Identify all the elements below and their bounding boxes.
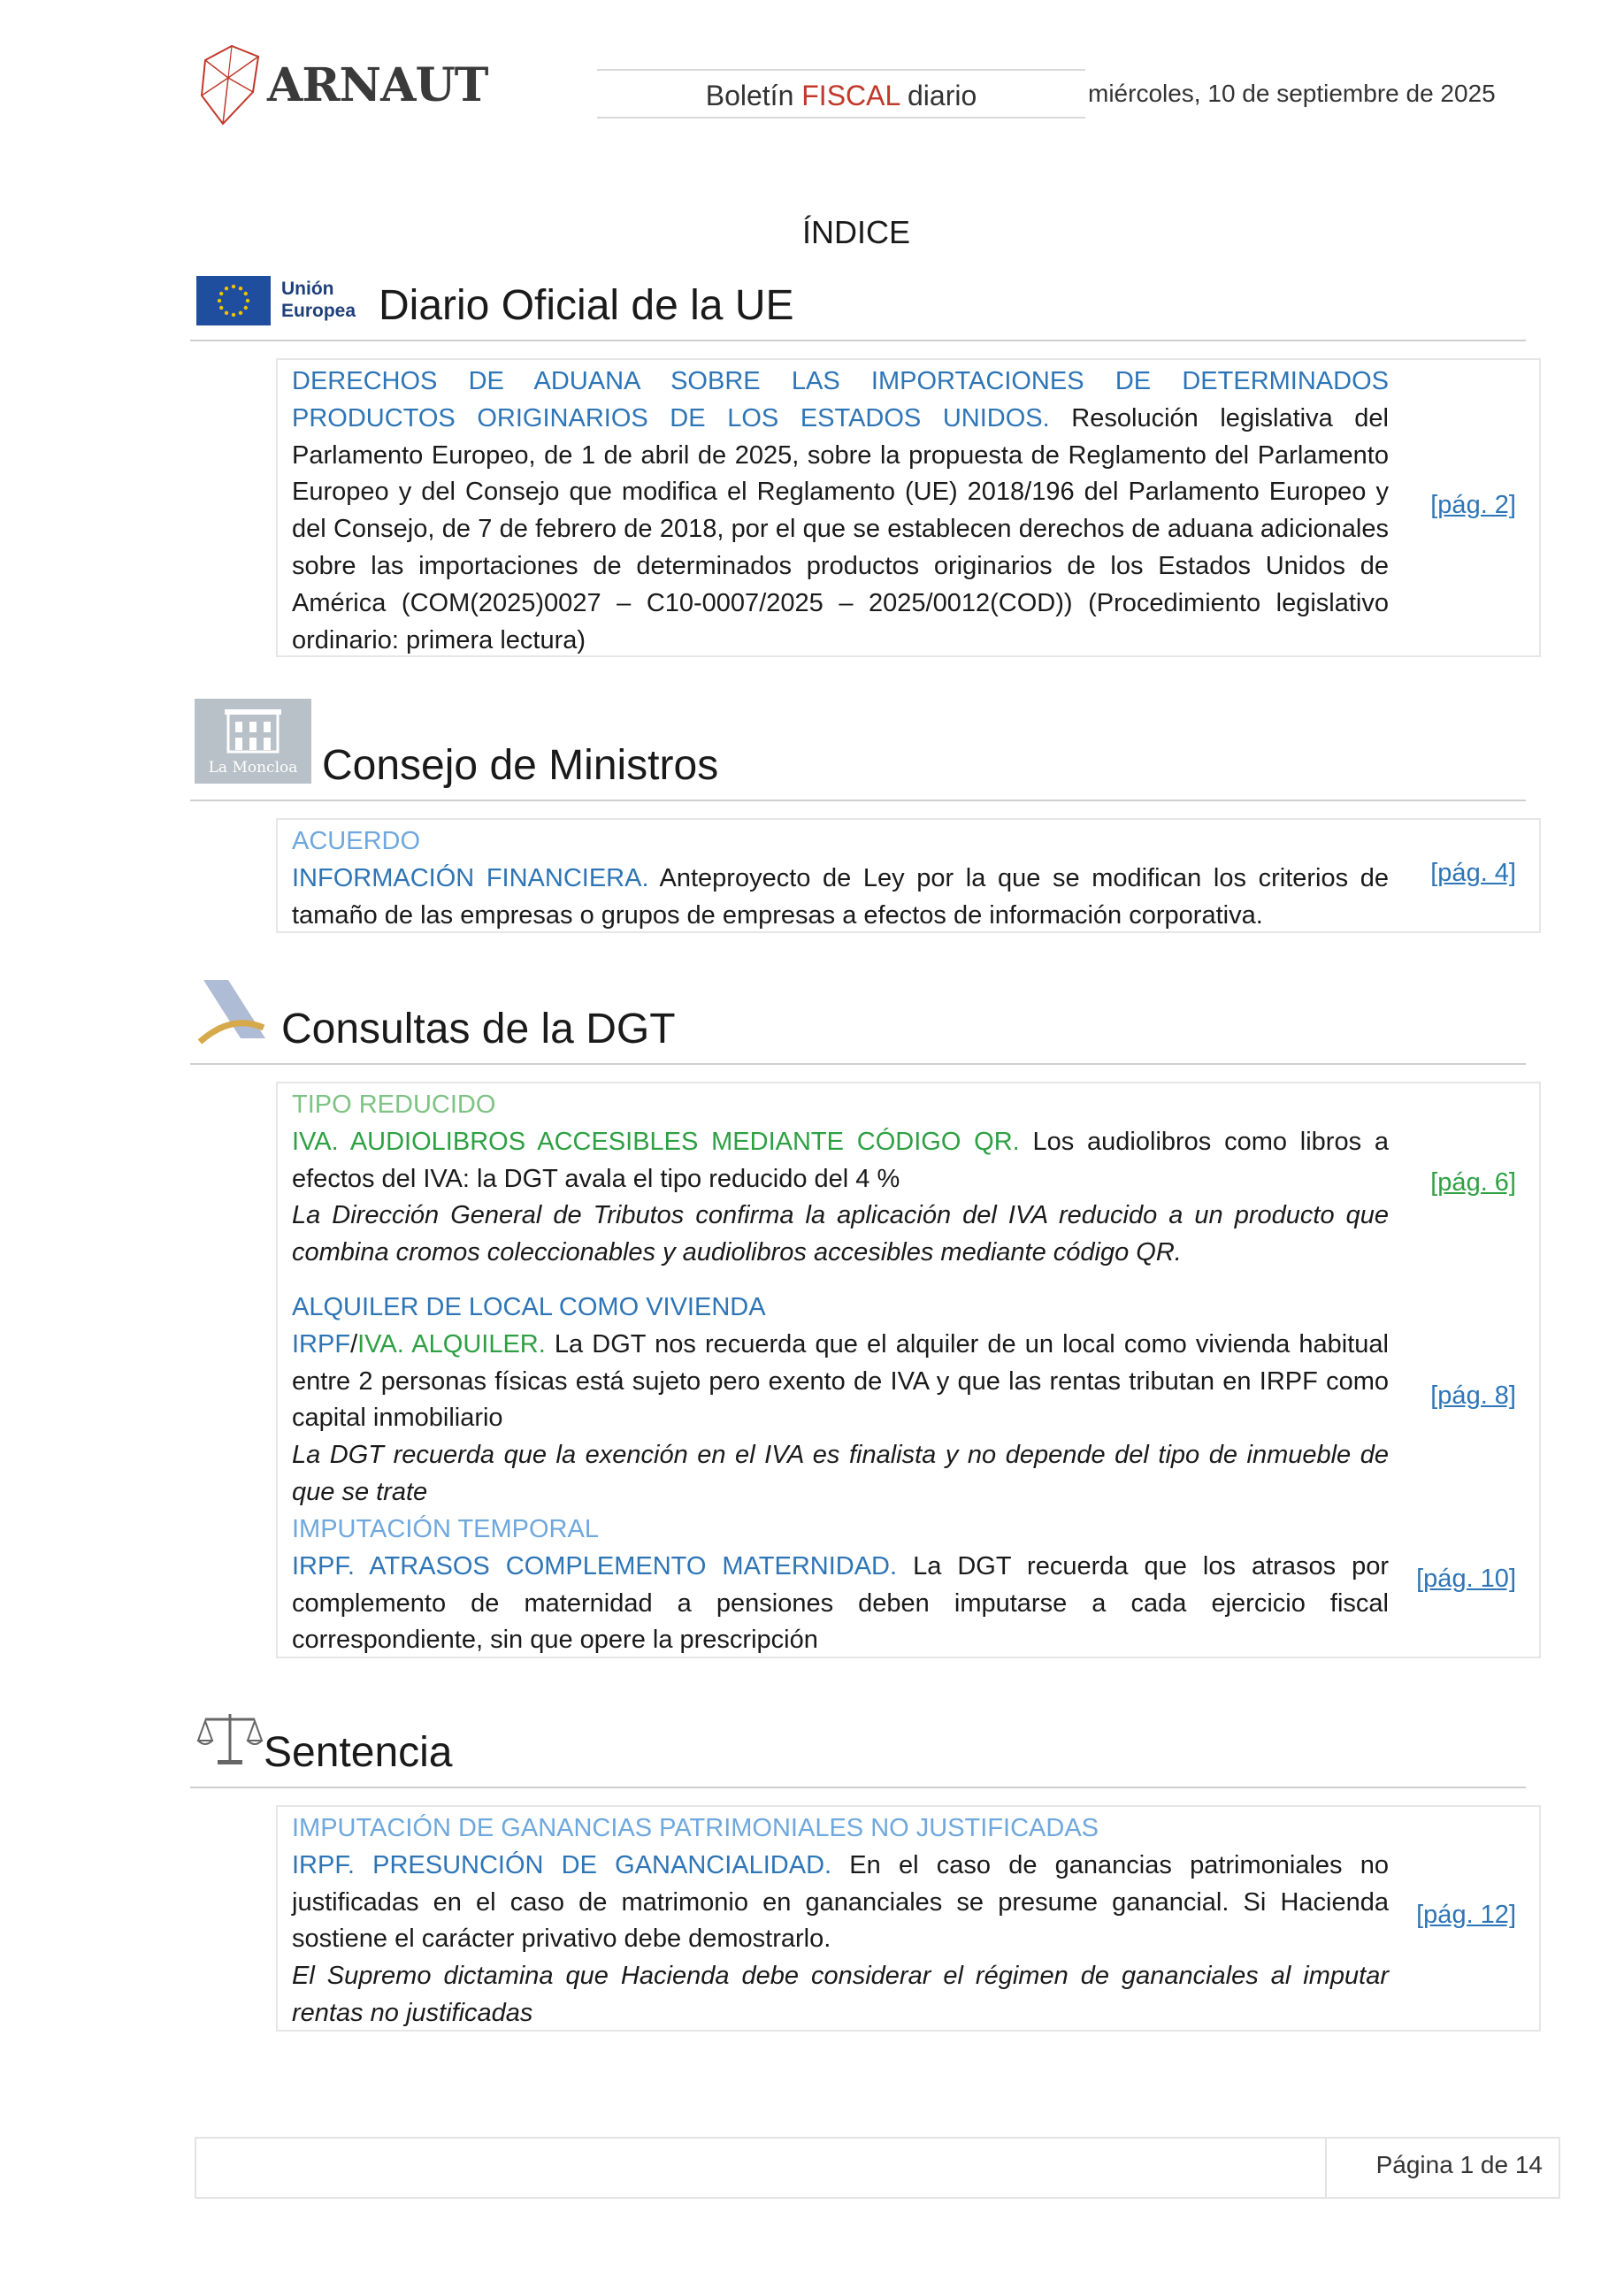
entry-ue-headline: DERECHOS DE ADUANA SOBRE LAS IMPORTACIONES DE DETERMINADOS PRODUCTOS ORIGINARIOS DE LOS ESTADOS UNIDOS.	[292, 367, 1389, 432]
entry-dgt-maternity	[292, 1512, 1389, 1659]
section-eu-logo	[196, 276, 364, 325]
section-rule-dgt	[190, 1063, 1526, 1065]
bulletin-date: miércoles, 10 de septiembre de 2025	[1088, 80, 1496, 107]
entry-cm-headline: INFORMACIÓN FINANCIERA.	[292, 863, 649, 892]
bulletin-title: Boletín FISCAL diario	[705, 80, 977, 111]
entry-sent-body: En el caso de ganancias patrimoniales no justificadas en el caso de matrimonio en gananciales se presume ganancial. Si Hacienda sostiene el carácter privativo debe demostrarlo.	[292, 1850, 1389, 1954]
entry-ue-body: Resolución legislativa del Parlamento Europeo, de 1 de abril de 2025, sobre la propuesta de Reglamento del Parlamento Europeo y del Consejo que modifica el Reglamento (UE) 2018/196 del Parlamento Europeo y del Consejo, de 7 de febrero de 2018, por el que se establecen derechos de aduana adicionales sobre las importaciones de determinados productos originarios de los Estados Unidos de América (COM(2025)0027 – C10-0007/2025 – 2025/0012(COD)) (Procedimiento legislativo ordinario: primera lectura)	[292, 403, 1390, 654]
entry-box-cm	[276, 818, 1541, 933]
entry-dgt1-body: Los audiolibros como libros a efectos del IVA: la DGT avala el tipo reducido del 4 %	[292, 1127, 1389, 1193]
entry-dgt2-headline-irpf: IRPF	[292, 1329, 351, 1358]
eu-logo-line2: Europea	[281, 301, 356, 321]
entry-dgt2-body: La DGT nos recuerda que el alquiler de un local como vivienda habitual entre 2 personas físicas está sujeto pero exento de IVA y que las rentas tributan en IRPF como capital inmobiliario	[292, 1329, 1389, 1433]
section-rule-cm	[190, 800, 1526, 801]
page-link-10[interactable]: [pág. 10]	[1416, 1565, 1516, 1593]
entry-dgt-audiobooks	[292, 1087, 1389, 1272]
entry-cm-category: ACUERDO	[292, 827, 421, 855]
agencia-tributaria-icon	[196, 976, 271, 1045]
section-title-cm: Consejo de Ministros	[322, 742, 719, 789]
page-link-8[interactable]: [pág. 8]	[1430, 1381, 1516, 1410]
entry-dgt2-category: ALQUILER DE LOCAL COMO VIVIENDA	[292, 1293, 766, 1321]
footer-divider	[1325, 2139, 1327, 2197]
brand-name: ARNAUT	[267, 58, 488, 112]
page-link-2[interactable]: [pág. 2]	[1430, 491, 1516, 519]
section-title-dgt: Consultas de la DGT	[281, 1006, 676, 1052]
page-link-12[interactable]: [pág. 12]	[1416, 1901, 1516, 1929]
entry-cm-body: Anteproyecto de Ley por la que se modifican los criterios de tamaño de las empresas o grupos de empresas a efectos de información corporativa.	[292, 863, 1389, 930]
section-title-ue: Diario Oficial de la UE	[379, 282, 794, 329]
page-link-4[interactable]: [pág. 4]	[1430, 859, 1516, 887]
page-number: Página 1 de 14	[1375, 2151, 1543, 2178]
entry-dgt2-headline-sep: /	[350, 1329, 358, 1358]
entry-dgt1-headline: IVA. AUDIOLIBROS ACCESIBLES MEDIANTE CÓDIGO QR.	[292, 1127, 1020, 1156]
eu-logo-line1: Unión	[281, 279, 334, 299]
entry-dgt1-category: TIPO REDUCIDO	[292, 1091, 496, 1119]
entry-dgt3-category: IMPUTACIÓN TEMPORAL	[292, 1515, 599, 1543]
bulletin-title-box	[597, 69, 1085, 119]
entry-sent-summary: El Supremo dictamina que Hacienda debe considerar el régimen de gananciales al imputar rentas no justificadas	[292, 1962, 1389, 2027]
entry-box-dgt	[276, 1082, 1541, 1658]
entry-dgt2-summary: La DGT recuerda que la exención en el IVA es finalista y no depende del tipo de inmueble de que se trate	[292, 1441, 1389, 1506]
arnaut-logo	[196, 42, 488, 131]
entry-dgt2-headline-iva: IVA. ALQUILER.	[357, 1329, 546, 1358]
polygon-logo-icon	[196, 42, 265, 127]
entry-cm-finance	[292, 823, 1389, 934]
moncloa-logo	[195, 699, 311, 784]
entry-sent-category: IMPUTACIÓN DE GANANCIAS PATRIMONIALES NO JUSTIFICADAS	[292, 1814, 1099, 1842]
section-rule-ue	[190, 340, 1526, 341]
page-footer	[195, 2137, 1560, 2199]
section-title-sentencia: Sentencia	[264, 1729, 453, 1776]
entry-dgt-rental	[292, 1290, 1389, 1512]
entry-sentencia-ganancialidad	[292, 1810, 1389, 2032]
entry-dgt1-summary: La Dirección General de Tributos confirma la aplicación del IVA reducido a un producto que combina cromos coleccionables y audiolibros accesibles mediante código QR.	[292, 1201, 1389, 1267]
scales-of-justice-icon	[196, 1707, 264, 1769]
entry-box-sentencia	[276, 1805, 1541, 2032]
moncloa-logo-label: La Moncloa	[208, 759, 298, 777]
eu-flag-icon	[196, 276, 271, 325]
entry-dgt3-body: La DGT recuerda que los atrasos por complemento de maternidad a pensiones deben imputarse a cada ejercicio fiscal correspondiente, sin que opere la prescripción	[292, 1551, 1389, 1655]
section-rule-sentencia	[190, 1787, 1526, 1788]
entry-ue-customs	[292, 364, 1389, 659]
entry-sent-headline: IRPF. PRESUNCIÓN DE GANANCIALIDAD.	[292, 1850, 832, 1879]
entry-box-ue	[276, 358, 1541, 657]
page-link-6[interactable]: [pág. 6]	[1430, 1168, 1516, 1197]
entry-dgt3-headline: IRPF. ATRASOS COMPLEMENTO MATERNIDAD.	[292, 1551, 898, 1580]
index-heading: ÍNDICE	[801, 214, 910, 250]
